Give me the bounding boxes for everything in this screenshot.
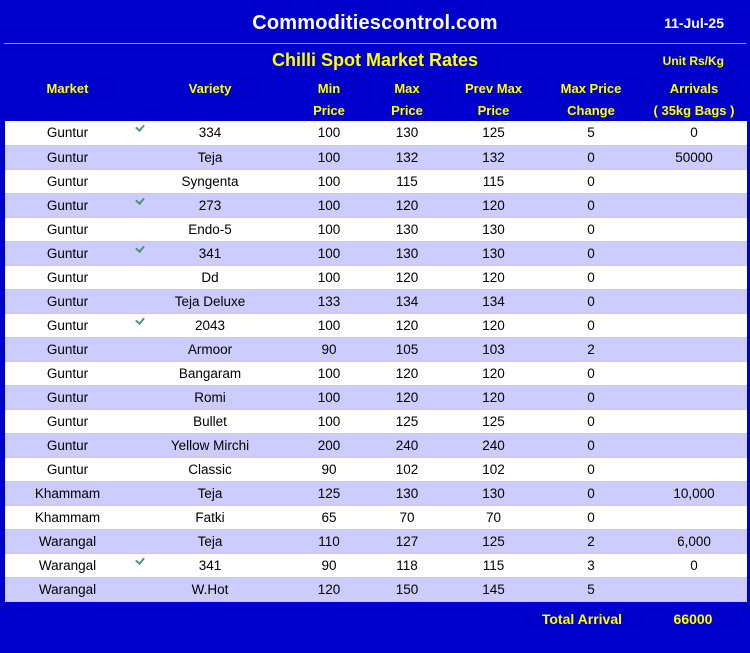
chilli-rates-table <box>5 77 747 602</box>
table-row <box>5 241 747 265</box>
cell-prev-max-price: 134 <box>446 289 541 313</box>
cell-variety: 334 <box>130 121 290 145</box>
cell-variety: Fatki <box>130 505 290 529</box>
cell-variety: 2043 <box>130 313 290 337</box>
column-header-variety: Variety <box>130 77 290 99</box>
cell-market: Guntur <box>5 241 130 265</box>
table-row <box>5 145 747 169</box>
cell-variety: Syngenta <box>130 169 290 193</box>
cell-arrivals <box>641 433 747 457</box>
cell-max-price-change: 0 <box>541 217 641 241</box>
cell-max-price: 240 <box>368 433 446 457</box>
cell-max-price-change: 5 <box>541 121 641 145</box>
cell-prev-max-price: 120 <box>446 385 541 409</box>
table-row <box>5 313 747 337</box>
table-body <box>5 121 747 601</box>
cell-arrivals <box>641 361 747 385</box>
cell-arrivals <box>641 169 747 193</box>
cell-variety: Teja <box>130 529 290 553</box>
cell-min-price: 200 <box>290 433 368 457</box>
table-row <box>5 481 747 505</box>
cell-prev-max-price: 103 <box>446 337 541 361</box>
total-arrival-label: Total Arrival <box>541 610 622 627</box>
cell-max-price: 125 <box>368 409 446 433</box>
cell-arrivals <box>641 337 747 361</box>
column-header-arrivals-sub: ( 35kg Bags ) <box>641 99 747 121</box>
cell-market: Guntur <box>5 385 130 409</box>
cell-max-price: 130 <box>368 481 446 505</box>
cell-max-price: 130 <box>368 217 446 241</box>
cell-arrivals <box>641 457 747 481</box>
cell-max-price: 70 <box>368 505 446 529</box>
cell-prev-max-price: 132 <box>446 145 541 169</box>
cell-prev-max-price: 120 <box>446 361 541 385</box>
cell-max-price-change: 3 <box>541 553 641 577</box>
cell-max-price-change: 0 <box>541 457 641 481</box>
cell-max-price-change: 0 <box>541 409 641 433</box>
column-header-arrivals: Arrivals <box>641 77 747 99</box>
table-row <box>5 505 747 529</box>
cell-min-price: 100 <box>290 265 368 289</box>
cell-max-price: 120 <box>368 313 446 337</box>
cell-variety: Yellow Mirchi <box>130 433 290 457</box>
cell-market: Guntur <box>5 289 130 313</box>
report-date: 11-Jul-25 <box>664 15 724 31</box>
cell-arrivals <box>641 505 747 529</box>
cell-prev-max-price: 120 <box>446 313 541 337</box>
cell-arrivals: 0 <box>641 553 747 577</box>
cell-arrivals <box>641 217 747 241</box>
cell-arrivals <box>641 265 747 289</box>
cell-min-price: 100 <box>290 313 368 337</box>
cell-market: Khammam <box>5 505 130 529</box>
cell-arrivals <box>641 289 747 313</box>
cell-arrivals: 0 <box>641 121 747 145</box>
cell-variety: Teja <box>130 481 290 505</box>
cell-market: Warangal <box>5 529 130 553</box>
cell-market: Guntur <box>5 433 130 457</box>
cell-max-price-change: 5 <box>541 577 641 601</box>
cell-variety: Bangaram <box>130 361 290 385</box>
column-header-prev-max-price: Prev Max <box>446 77 541 99</box>
cell-prev-max-price: 145 <box>446 577 541 601</box>
cell-max-price-change: 0 <box>541 505 641 529</box>
table-row <box>5 577 747 601</box>
cell-min-price: 120 <box>290 577 368 601</box>
cell-variety: Romi <box>130 385 290 409</box>
cell-min-price: 90 <box>290 457 368 481</box>
cell-prev-max-price: 70 <box>446 505 541 529</box>
cell-max-price: 115 <box>368 169 446 193</box>
table-row <box>5 169 747 193</box>
cell-market: Guntur <box>5 337 130 361</box>
cell-arrivals <box>641 241 747 265</box>
table-row <box>5 385 747 409</box>
cell-prev-max-price: 125 <box>446 529 541 553</box>
cell-min-price: 100 <box>290 385 368 409</box>
cell-min-price: 90 <box>290 337 368 361</box>
rates-table-wrapper <box>4 77 746 602</box>
cell-min-price: 100 <box>290 361 368 385</box>
cell-max-price-change: 0 <box>541 169 641 193</box>
column-header-min-price: Min <box>290 77 368 99</box>
cell-max-price-change: 0 <box>541 145 641 169</box>
cell-variety: Endo-5 <box>130 217 290 241</box>
cell-max-price-change: 2 <box>541 337 641 361</box>
column-header-min-price-sub: Price <box>290 99 368 121</box>
cell-prev-max-price: 102 <box>446 457 541 481</box>
cell-arrivals <box>641 409 747 433</box>
header-row-line2 <box>5 99 747 121</box>
column-header-max-price-sub: Price <box>368 99 446 121</box>
cell-min-price: 100 <box>290 409 368 433</box>
cell-market: Guntur <box>5 217 130 241</box>
cell-max-price-change: 0 <box>541 313 641 337</box>
cell-max-price-change: 0 <box>541 433 641 457</box>
cell-arrivals: 10,000 <box>641 481 747 505</box>
cell-variety: W.Hot <box>130 577 290 601</box>
cell-market: Guntur <box>5 193 130 217</box>
cell-max-price-change: 0 <box>541 241 641 265</box>
total-arrival-value: 66000 <box>673 610 713 627</box>
cell-variety: Classic <box>130 457 290 481</box>
cell-market: Warangal <box>5 553 130 577</box>
cell-max-price: 105 <box>368 337 446 361</box>
cell-prev-max-price: 240 <box>446 433 541 457</box>
table-row <box>5 289 747 313</box>
cell-prev-max-price: 125 <box>446 409 541 433</box>
column-header-max-price-change-sub: Change <box>541 99 641 121</box>
cell-max-price: 132 <box>368 145 446 169</box>
cell-market: Guntur <box>5 313 130 337</box>
cell-prev-max-price: 115 <box>446 553 541 577</box>
column-header-max-price-change: Max Price <box>541 77 641 99</box>
cell-min-price: 125 <box>290 481 368 505</box>
cell-max-price-change: 0 <box>541 481 641 505</box>
table-row <box>5 457 747 481</box>
cell-prev-max-price: 130 <box>446 241 541 265</box>
site-banner <box>4 4 746 43</box>
cell-max-price: 102 <box>368 457 446 481</box>
cell-min-price: 100 <box>290 145 368 169</box>
table-row <box>5 529 747 553</box>
cell-max-price: 150 <box>368 577 446 601</box>
header-row-line1 <box>5 77 747 99</box>
cell-min-price: 100 <box>290 241 368 265</box>
cell-market: Guntur <box>5 457 130 481</box>
cell-market: Khammam <box>5 481 130 505</box>
page-title: Chilli Spot Market Rates <box>271 50 479 70</box>
table-row <box>5 361 747 385</box>
cell-variety: Armoor <box>130 337 290 361</box>
cell-max-price: 130 <box>368 241 446 265</box>
report-subtitle-bar <box>4 43 746 77</box>
cell-variety: 341 <box>130 241 290 265</box>
table-header <box>5 77 747 121</box>
cell-market: Guntur <box>5 121 130 145</box>
cell-prev-max-price: 120 <box>446 193 541 217</box>
cell-max-price-change: 0 <box>541 265 641 289</box>
cell-market: Warangal <box>5 577 130 601</box>
cell-max-price: 134 <box>368 289 446 313</box>
cell-variety: 341 <box>130 553 290 577</box>
cell-max-price-change: 0 <box>541 193 641 217</box>
column-header-market: Market <box>5 77 130 99</box>
cell-max-price: 120 <box>368 193 446 217</box>
cell-prev-max-price: 130 <box>446 481 541 505</box>
table-row <box>5 409 747 433</box>
cell-prev-max-price: 120 <box>446 265 541 289</box>
cell-max-price: 127 <box>368 529 446 553</box>
cell-min-price: 133 <box>290 289 368 313</box>
table-row <box>5 265 747 289</box>
cell-max-price: 120 <box>368 385 446 409</box>
cell-market: Guntur <box>5 265 130 289</box>
cell-prev-max-price: 130 <box>446 217 541 241</box>
cell-arrivals <box>641 313 747 337</box>
column-header-market-sub <box>5 99 130 121</box>
cell-max-price: 130 <box>368 121 446 145</box>
cell-arrivals: 6,000 <box>641 529 747 553</box>
table-footer <box>4 602 746 636</box>
table-row <box>5 337 747 361</box>
cell-min-price: 110 <box>290 529 368 553</box>
cell-variety: Dd <box>130 265 290 289</box>
cell-max-price-change: 0 <box>541 289 641 313</box>
cell-variety: 273 <box>130 193 290 217</box>
table-row <box>5 433 747 457</box>
cell-variety: Teja Deluxe <box>130 289 290 313</box>
cell-prev-max-price: 115 <box>446 169 541 193</box>
cell-market: Guntur <box>5 409 130 433</box>
cell-max-price: 118 <box>368 553 446 577</box>
cell-variety: Bullet <box>130 409 290 433</box>
table-row <box>5 217 747 241</box>
column-header-prev-max-price-sub: Price <box>446 99 541 121</box>
cell-prev-max-price: 125 <box>446 121 541 145</box>
column-header-variety-sub <box>130 99 290 121</box>
cell-min-price: 100 <box>290 217 368 241</box>
cell-arrivals <box>641 385 747 409</box>
cell-arrivals: 50000 <box>641 145 747 169</box>
cell-variety: Teja <box>130 145 290 169</box>
cell-min-price: 90 <box>290 553 368 577</box>
cell-max-price-change: 0 <box>541 385 641 409</box>
cell-market: Guntur <box>5 145 130 169</box>
unit-label: Unit Rs/Kg <box>662 53 724 68</box>
table-row <box>5 553 747 577</box>
cell-max-price-change: 2 <box>541 529 641 553</box>
cell-max-price: 120 <box>368 361 446 385</box>
cell-arrivals <box>641 577 747 601</box>
column-header-max-price: Max <box>368 77 446 99</box>
cell-arrivals <box>641 193 747 217</box>
table-row <box>5 193 747 217</box>
cell-min-price: 100 <box>290 169 368 193</box>
site-title: Commoditiescontrol.com <box>252 11 498 34</box>
table-row <box>5 121 747 145</box>
cell-min-price: 100 <box>290 193 368 217</box>
cell-market: Guntur <box>5 361 130 385</box>
cell-max-price-change: 0 <box>541 361 641 385</box>
cell-market: Guntur <box>5 169 130 193</box>
cell-min-price: 65 <box>290 505 368 529</box>
cell-max-price: 120 <box>368 265 446 289</box>
cell-min-price: 100 <box>290 121 368 145</box>
